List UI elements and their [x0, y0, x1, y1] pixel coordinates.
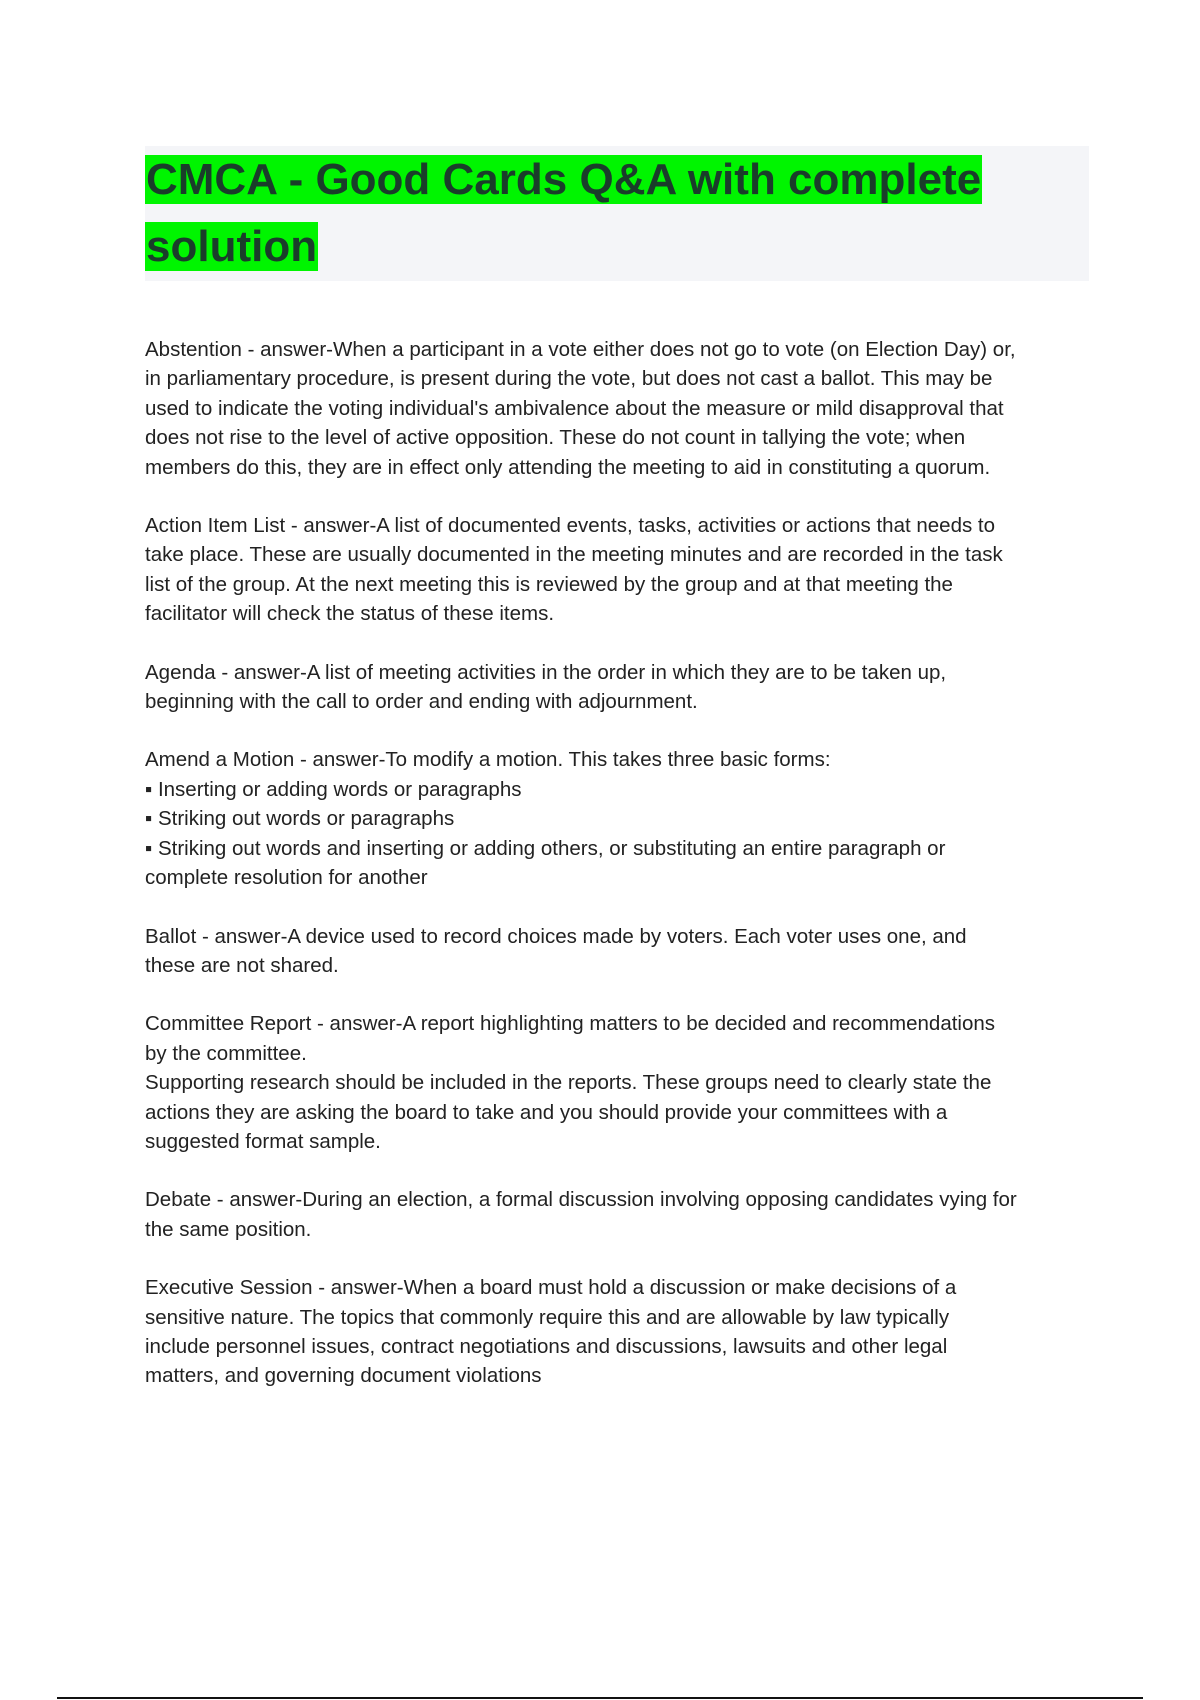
title-line-2: solution [146, 222, 318, 271]
bullet-item: ▪ Striking out words or paragraphs [145, 807, 455, 831]
entry-debate [145, 1185, 1095, 1244]
content [145, 335, 1095, 1420]
bullet-item: ▪ Striking out words and inserting or adding others, or substituting an entire paragraph or [145, 836, 946, 860]
entry-line: Ballot - answer-A device used to record choices made by voters. Each voter uses one, and [145, 924, 967, 948]
entry-line: the same position. [145, 1217, 312, 1241]
entry-line: list of the group. At the next meeting this is reviewed by the group and at that meeting the [145, 572, 953, 596]
entry-line: used to indicate the voting individual's ambivalence about the measure or mild disapproval that [145, 396, 1004, 420]
entry-line: matters, and governing document violations [145, 1364, 542, 1388]
entry-line: these are not shared. [145, 953, 339, 977]
entry-line: beginning with the call to order and ending with adjournment. [145, 690, 698, 714]
entry-line: Abstention - answer-When a participant in a vote either does not go to vote (on Election Day) or, [145, 338, 1016, 361]
entry-line: take place. These are usually documented in the meeting minutes and are recorded in the task [145, 543, 1003, 567]
bullet-item: ▪ Inserting or adding words or paragraphs [145, 777, 522, 801]
entry-ballot [145, 922, 1095, 981]
title-block [145, 146, 1089, 281]
entry-line: members do this, they are in effect only attending the meeting to aid in constituting a quorum. [145, 455, 991, 479]
entry-line: sensitive nature. The topics that commonly require this and are allowable by law typically [145, 1305, 950, 1329]
entry-line: Action Item List - answer-A list of documented events, tasks, activities or actions that needs to [145, 514, 996, 538]
entry-line: Supporting research should be included in the reports. These groups need to clearly state the [145, 1071, 992, 1095]
entry-committee-report [145, 1009, 1095, 1156]
entry-line: Amend a Motion - answer-To modify a motion. This takes three basic forms: [145, 748, 831, 772]
entry-line: complete resolution for another [145, 866, 428, 890]
entry-line: by the committee. [145, 1041, 307, 1065]
entry-executive-session [145, 1273, 1095, 1391]
entry-line: in parliamentary procedure, is present during the vote, but does not cast a ballot. This may be [145, 367, 993, 391]
entry-line: Agenda - answer-A list of meeting activities in the order in which they are to be taken up, [145, 660, 947, 684]
entry-line: include personnel issues, contract negotiations and discussions, lawsuits and other legal [145, 1334, 948, 1358]
entry-action-item-list [145, 511, 1095, 629]
entry-agenda [145, 658, 1095, 717]
entry-line: does not rise to the level of active opposition. These do not count in tallying the vote; when [145, 426, 966, 450]
entry-line: Debate - answer-During an election, a formal discussion involving opposing candidates vying for [145, 1188, 1017, 1212]
entry-line: Committee Report - answer-A report highlighting matters to be decided and recommendations [145, 1012, 996, 1036]
entry-line: Executive Session - answer-When a board must hold a discussion or make decisions of a [145, 1276, 957, 1300]
document-title [145, 146, 1089, 280]
entry-line: suggested format sample. [145, 1129, 381, 1153]
entry-amend-a-motion [145, 745, 1095, 892]
title-line-1: CMCA - Good Cards Q&A with complete [146, 155, 982, 204]
entry-line: actions they are asking the board to take and you should provide your committees with a [145, 1100, 948, 1124]
entry-line: facilitator will check the status of these items. [145, 602, 555, 626]
footer-divider [57, 1697, 1143, 1699]
entry-abstention [145, 335, 1095, 482]
